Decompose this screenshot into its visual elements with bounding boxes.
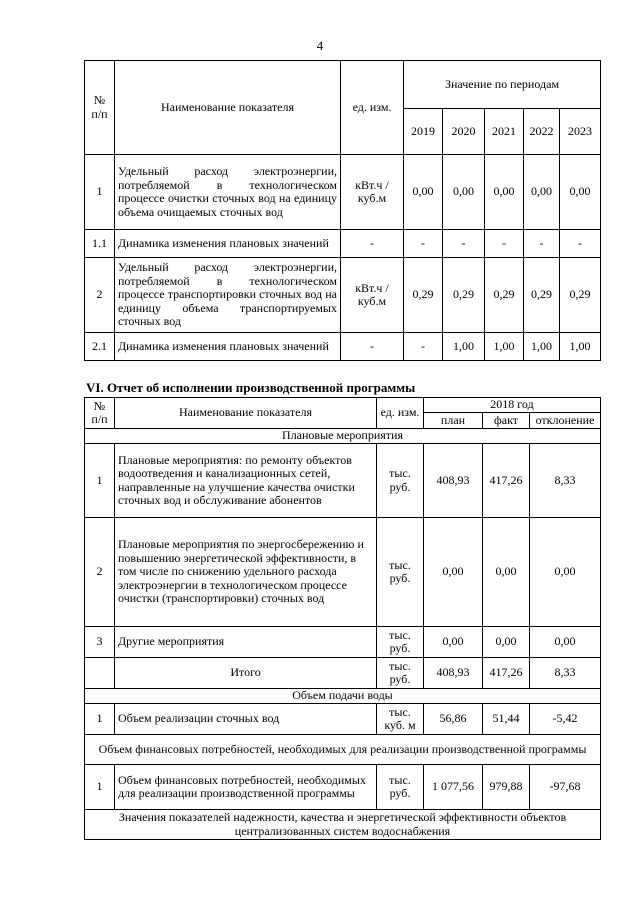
row-plan: 408,93 [424, 444, 483, 518]
row-value: 0,29 [560, 258, 601, 333]
total-row [85, 658, 601, 689]
header-year: 2019 [404, 109, 443, 155]
row-value: - [560, 230, 601, 258]
row-value: - [524, 230, 560, 258]
row-value: 0,00 [485, 155, 524, 230]
row-unit: - [341, 230, 404, 258]
row-num: 1.1 [85, 230, 115, 258]
row-num: 1 [85, 765, 115, 810]
header-year: 2020 [443, 109, 485, 155]
row-unit: тыс. руб. [377, 518, 424, 627]
row-name: Объем финансовых потребностей, необходимых для реализации производственной программы [115, 765, 377, 810]
row-value: - [404, 230, 443, 258]
table-row [85, 627, 601, 658]
row-value: 1,00 [485, 333, 524, 361]
row-value: - [404, 333, 443, 361]
row-value: 0,00 [443, 155, 485, 230]
row-unit: тыс. руб. [377, 658, 424, 689]
section-volume: Объем подачи воды [85, 689, 601, 704]
page-number: 4 [316, 38, 324, 53]
row-deviation: 8,33 [530, 444, 601, 518]
row-value: 1,00 [524, 333, 560, 361]
row-unit: тыс. руб. [377, 627, 424, 658]
header-year: 2018 год [424, 398, 601, 413]
section-reliability: Значения показателей надежности, качества и энергетической эффективности объектов централизованных систем водоснабжения [85, 810, 601, 840]
row-value: 0,29 [443, 258, 485, 333]
row-value: 0,29 [524, 258, 560, 333]
header-num: № п/п [85, 61, 115, 155]
section-planned: Плановые мероприятия [85, 429, 601, 444]
section-finance: Объем финансовых потребностей, необходимых для реализации производственной программы [85, 735, 601, 765]
row-name: Удельный расход электроэнергии, потребляемой в технологическом процессе транспортировки сточных вод на единицу объема транспортируемых сточных вод [115, 258, 341, 333]
row-unit: тыс. руб. [377, 444, 424, 518]
row-value: 0,00 [524, 155, 560, 230]
table-row [85, 155, 601, 230]
row-fact: 51,44 [483, 704, 530, 735]
row-unit: тыс. куб. м [377, 704, 424, 735]
row-deviation: 0,00 [530, 627, 601, 658]
header-year: 2022 [524, 109, 560, 155]
row-num: 3 [85, 627, 115, 658]
table-row [85, 230, 601, 258]
row-plan: 1 077,56 [424, 765, 483, 810]
table-row [85, 704, 601, 735]
row-fact: 0,00 [483, 518, 530, 627]
row-name: Объем реализации сточных вод [115, 704, 377, 735]
table-row [85, 444, 601, 518]
row-num: 2 [85, 258, 115, 333]
row-unit: кВт.ч / куб.м [341, 155, 404, 230]
row-value: 0,29 [485, 258, 524, 333]
row-unit: тыс. руб. [377, 765, 424, 810]
row-deviation: 8,33 [530, 658, 601, 689]
header-fact: факт [483, 413, 530, 429]
row-value: 0,29 [404, 258, 443, 333]
header-unit: ед. изм. [341, 61, 404, 155]
row-deviation: -97,68 [530, 765, 601, 810]
row-fact: 979,88 [483, 765, 530, 810]
target-indicators-table [84, 60, 601, 361]
row-plan: 408,93 [424, 658, 483, 689]
row-fact: 0,00 [483, 627, 530, 658]
row-num: 1 [85, 444, 115, 518]
row-name: Плановые мероприятия: по ремонту объектов водоотведения и канализационных сетей, направленные на улучшение качества очистки сточных вод и обслуживание абонентов [115, 444, 377, 518]
row-num: 1 [85, 155, 115, 230]
table-row [85, 258, 601, 333]
row-value: 0,00 [404, 155, 443, 230]
header-name: Наименование показателя [115, 61, 341, 155]
header-periods: Значение по периодам [404, 61, 601, 109]
row-unit: кВт.ч / куб.м [341, 258, 404, 333]
row-num: 2 [85, 518, 115, 627]
row-name: Другие мероприятия [115, 627, 377, 658]
table-row [85, 765, 601, 810]
row-name: Плановые мероприятия по энергосбережению и повышению энергетической эффективности, в том числе по снижению удельного расхода электроэнергии в технологическом процессе очистки (транспортировки) сточных вод [115, 518, 377, 627]
row-value: 0,00 [560, 155, 601, 230]
header-deviation: отклонение [530, 413, 601, 429]
row-num: 2.1 [85, 333, 115, 361]
row-plan: 0,00 [424, 518, 483, 627]
header-year: 2021 [485, 109, 524, 155]
header-num: № п/п [85, 398, 115, 429]
header-name: Наименование показателя [115, 398, 377, 429]
row-fact: 417,26 [483, 658, 530, 689]
table-row [85, 333, 601, 361]
row-num: 1 [85, 704, 115, 735]
section-title: VI. Отчет об исполнении производственной программы [86, 380, 416, 395]
table-row [85, 518, 601, 627]
row-deviation: 0,00 [530, 518, 601, 627]
program-report-table [84, 397, 601, 840]
row-name: Динамика изменения плановых значений [115, 230, 341, 258]
row-deviation: -5,42 [530, 704, 601, 735]
row-plan: 0,00 [424, 627, 483, 658]
row-unit: - [341, 333, 404, 361]
header-plan: план [424, 413, 483, 429]
header-unit: ед. изм. [377, 398, 424, 429]
row-plan: 56,86 [424, 704, 483, 735]
row-value: - [443, 230, 485, 258]
header-year: 2023 [560, 109, 601, 155]
row-value: - [485, 230, 524, 258]
row-fact: 417,26 [483, 444, 530, 518]
row-value: 1,00 [560, 333, 601, 361]
row-value: 1,00 [443, 333, 485, 361]
row-name: Динамика изменения плановых значений [115, 333, 341, 361]
total-label: Итого [115, 658, 377, 689]
row-name: Удельный расход электроэнергии, потребляемой в технологическом процессе очистки сточных вод на единицу объема очищаемых сточных вод [115, 155, 341, 230]
